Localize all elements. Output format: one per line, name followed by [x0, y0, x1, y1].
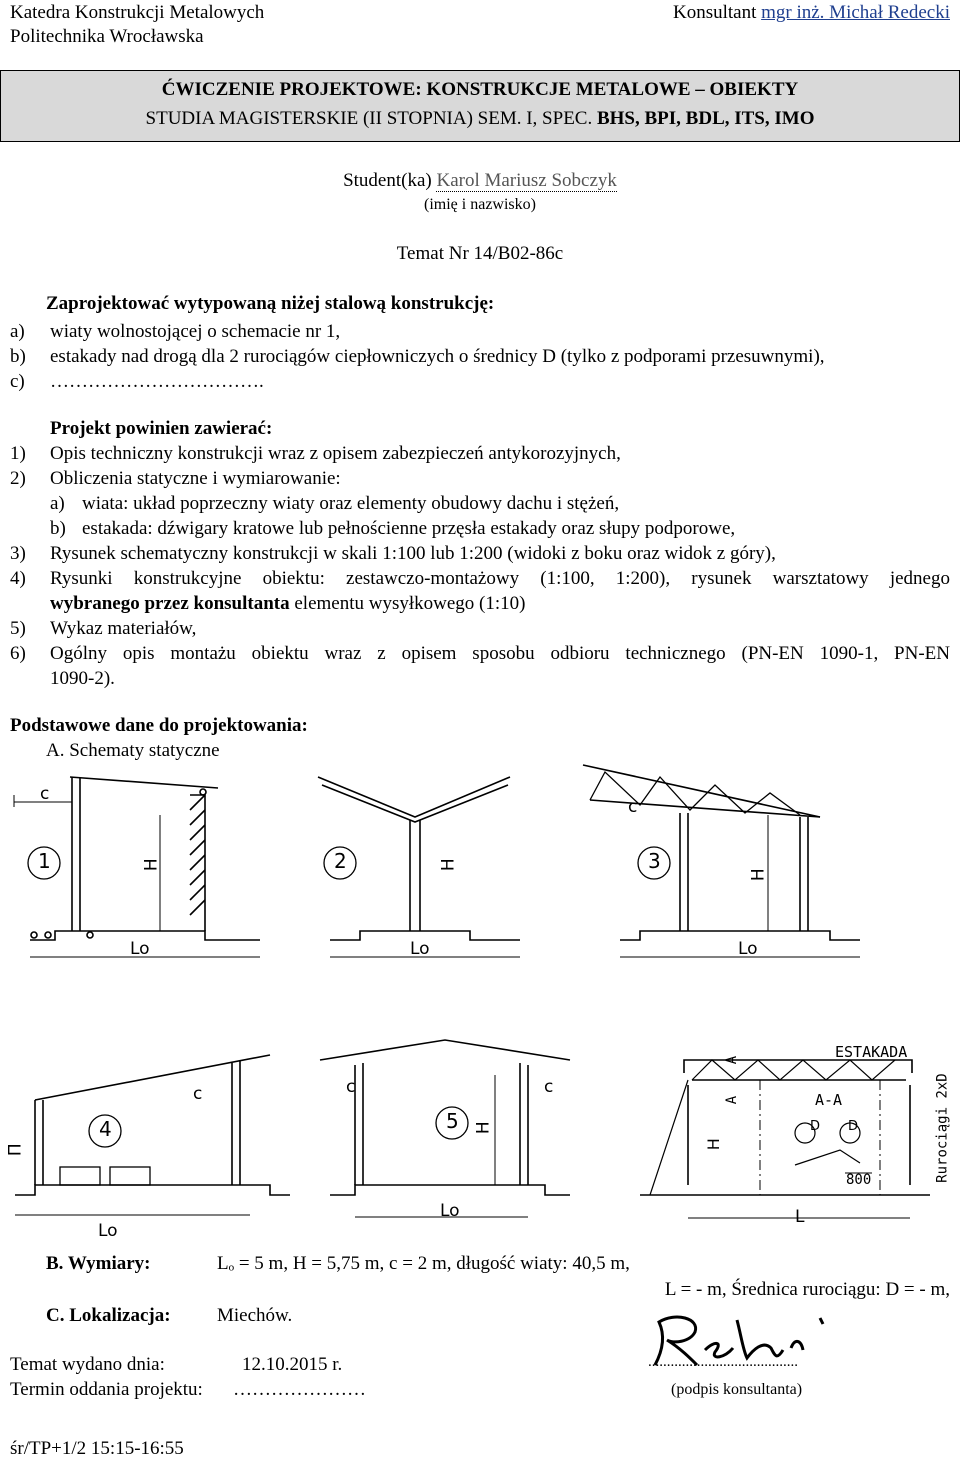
- task-item-a: wiaty wolnostojącej o schemacie nr 1,: [50, 321, 341, 342]
- study-level: STUDIA MAGISTERSKIE (II STOPNIA) SEM. I, SPEC.: [145, 107, 593, 129]
- project-marker-1: 1): [10, 443, 26, 464]
- consultant-line: [673, 2, 950, 24]
- deadline-label: Termin oddania projektu:: [10, 1379, 203, 1400]
- scheme1-number: 1: [38, 849, 51, 873]
- footer-code: śr/TP+1/2 15:15-16:55: [10, 1438, 184, 1459]
- task-marker-a: a): [10, 321, 25, 342]
- scheme-4: [15, 1055, 290, 1215]
- scheme3-number: 3: [648, 849, 661, 873]
- scheme-estakada: [640, 1060, 930, 1218]
- project-item-2b: estakada: dźwigary kratowe lub pełnościenne przęsła estakady oraz słupy podporowe,: [82, 518, 736, 539]
- scheme4-lo-label: Lo: [98, 1221, 118, 1241]
- estakada-a-top-label: A: [724, 1055, 741, 1065]
- task-marker-c: c): [10, 371, 25, 392]
- project-item-1: Opis techniczny konstrukcji wraz z opisem zabezpieczeń antykorozyjnych,: [50, 443, 621, 464]
- project-marker-3: 3): [10, 543, 26, 564]
- dimensions-line1: Lₒ = 5 m, H = 5,75 m, c = 2 m, długość wiaty: 40,5 m,: [217, 1253, 630, 1274]
- location-value: Miechów.: [217, 1305, 293, 1326]
- student-hint: (imię i nazwisko): [424, 196, 536, 213]
- project-marker-4: 4): [10, 568, 26, 589]
- scheme4-side-label: П: [5, 1143, 26, 1157]
- scheme5-number: 5: [446, 1109, 459, 1133]
- scheme5-lo-label: Lo: [440, 1201, 460, 1221]
- consultant-label: Konsultant: [672, 2, 757, 23]
- estakada-d2-label: D: [848, 1119, 859, 1134]
- scheme4-c-label: c: [193, 1084, 203, 1104]
- project-marker-6: 6): [10, 643, 26, 664]
- scheme2-h-label: H: [438, 858, 459, 872]
- project-item-6-cont: 1090-2).: [50, 668, 115, 689]
- university-name: Politechnika Wrocławska: [10, 26, 204, 47]
- student-label: Student(ka): [343, 170, 432, 191]
- task-item-c: …………………………….: [50, 371, 264, 392]
- project-marker-5: 5): [10, 618, 26, 639]
- scheme5-c-left-label: c: [346, 1077, 356, 1097]
- task-heading: Zaprojektować wytypowaną niżej stalową konstrukcję:: [46, 293, 495, 314]
- task-marker-b: b): [10, 346, 26, 367]
- schemes-heading: A. Schematy statyczne: [46, 740, 220, 761]
- scheme3-lo-label: Lo: [738, 939, 758, 959]
- title-banner: [0, 70, 960, 142]
- estakada-d1-label: D: [810, 1119, 821, 1134]
- estakada-a-bottom-label: A: [724, 1095, 741, 1105]
- project-marker-2: 2): [10, 468, 26, 489]
- dimensions-line2: L = - m, Średnica rurociągu: D = - m,: [664, 1279, 950, 1300]
- project-item-6: Ogólny opis montażu obiektu wraz z opisem sposobu odbioru technicznego (PN-EN 1090-1, PN-EN: [50, 643, 950, 664]
- scheme3-h-label: H: [748, 868, 769, 882]
- dimensions-label: B. Wymiary:: [46, 1253, 151, 1274]
- scheme-5: [320, 1040, 570, 1217]
- topic-number: Temat Nr 14/B02-86c: [396, 243, 564, 264]
- estakada-l-label: L: [795, 1207, 805, 1227]
- scheme2-number: 2: [334, 849, 347, 873]
- estakada-title: ESTAKADA: [835, 1043, 908, 1061]
- student-line: [0, 170, 960, 192]
- scheme1-h-label: H: [141, 858, 162, 872]
- scheme2-lo-label: Lo: [410, 939, 430, 959]
- location-label: C. Lokalizacja:: [46, 1305, 171, 1326]
- scheme-1: [14, 777, 260, 957]
- project-heading: Projekt powinien zawierać:: [50, 418, 273, 439]
- project-item-4-bold: wybranego przez konsultanta: [50, 593, 290, 614]
- scheme-3: [583, 765, 860, 957]
- consultant-name[interactable]: mgr inż. Michał Redecki: [761, 2, 950, 23]
- scheme5-h-label: H: [473, 1121, 494, 1135]
- project-item-4-rest: elementu wysyłkowego (1:10): [294, 593, 526, 614]
- scheme1-lo-label: Lo: [130, 939, 150, 959]
- issue-label: Temat wydano dnia:: [10, 1354, 165, 1375]
- department-name: Katedra Konstrukcji Metalowych: [10, 2, 265, 23]
- signature-caption: (podpis konsultanta): [671, 1381, 803, 1398]
- estakada-pipes-label: Rurociągi 2xD: [934, 1073, 951, 1183]
- scheme5-c-right-label: c: [544, 1077, 554, 1097]
- project-item-5: Wykaz materiałów,: [50, 618, 197, 639]
- deadline-value: …………………: [233, 1379, 366, 1400]
- scheme-2: [318, 777, 520, 957]
- scheme1-c-label: c: [40, 784, 50, 804]
- project-item-2a: wiata: układ poprzeczny wiaty oraz elementy obudowy dachu i stężeń,: [82, 493, 620, 514]
- project-item-4-cont: [50, 593, 526, 615]
- project-marker-2b: b): [50, 518, 66, 539]
- project-item-3: Rysunek schematyczny konstrukcji w skali 1:100 lub 1:200 (widoki z boku oraz widok z góry),: [50, 543, 776, 564]
- study-info: [1, 108, 959, 131]
- estakada-800-label: 800: [846, 1172, 872, 1188]
- issue-date: 12.10.2015 r.: [242, 1354, 343, 1375]
- project-marker-2a: a): [50, 493, 65, 514]
- specializations: BHS, BPI, BDL, ITS, IMO: [596, 107, 815, 129]
- scheme3-c-label: c: [628, 797, 638, 817]
- estakada-section-label: A-A: [815, 1091, 843, 1109]
- project-item-2: Obliczenia statyczne i wymiarowanie:: [50, 468, 341, 489]
- student-name: Karol Mariusz Sobczyk: [436, 170, 617, 191]
- basics-heading: Podstawowe dane do projektowania:: [10, 715, 308, 736]
- static-schemes-drawing: [0, 755, 960, 1255]
- task-item-b: estakady nad drogą dla 2 rurociągów ciepłowniczych o średnicy D (tylko z podporami przesuwnymi),: [50, 346, 825, 367]
- estakada-h-label: H: [703, 1138, 723, 1151]
- exercise-title: ĆWICZENIE PROJEKTOWE: KONSTRUKCJE METALOWE – OBIEKTY: [161, 79, 799, 100]
- scheme4-number: 4: [99, 1117, 112, 1141]
- signature-dots: ........................................: [648, 1354, 798, 1370]
- project-item-4: Rysunki konstrukcyjne obiektu: zestawczo-montażowy (1:100, 1:200), rysunek warsztatowy jednego: [50, 568, 950, 589]
